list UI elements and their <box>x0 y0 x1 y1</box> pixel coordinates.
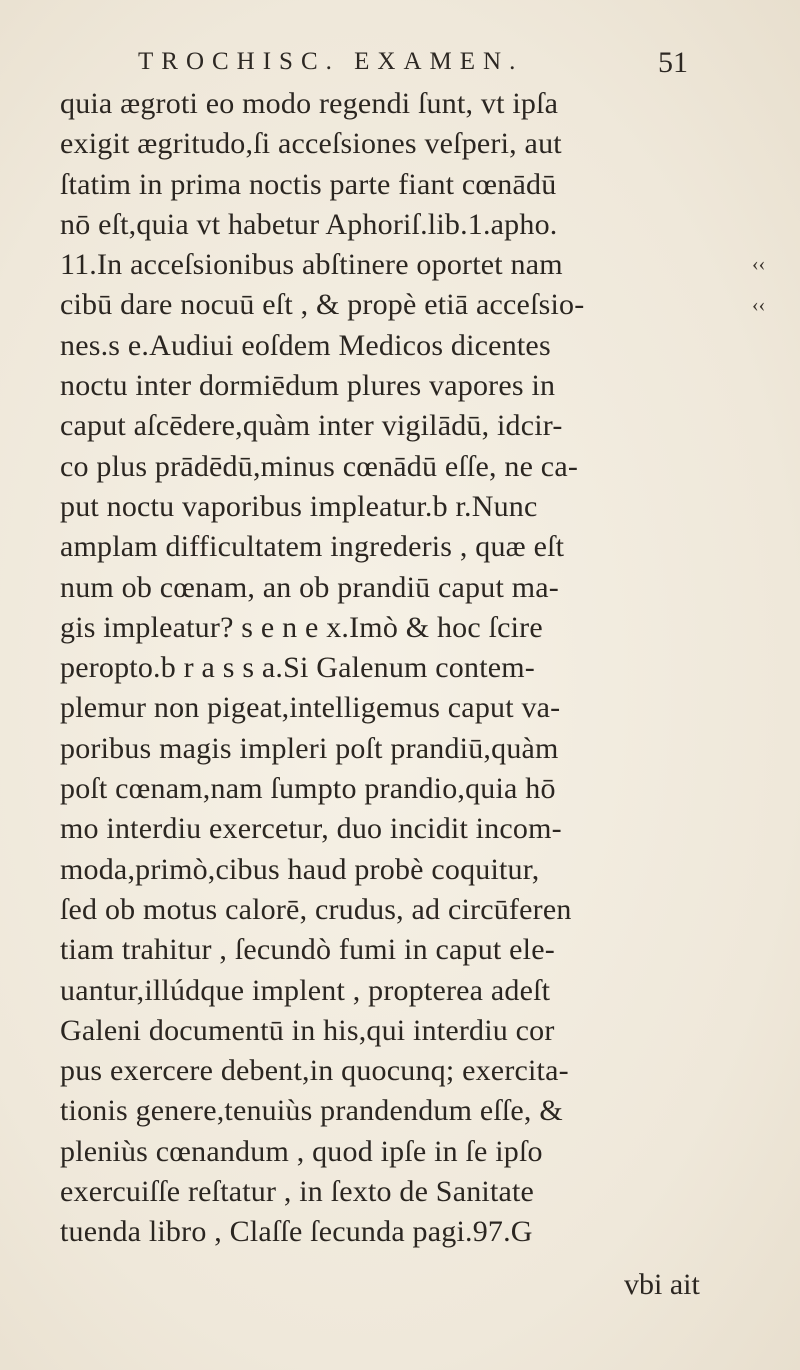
running-head: TROCHISC. EXAMEN. <box>138 48 524 75</box>
text-line: ſed ob motus calorē, crudus, ad circūferen <box>60 892 572 926</box>
text-line: pleniùs cœnandum , quod ipſe in ſe ipſo <box>60 1134 543 1168</box>
text-line: uantur,illúdque implent , propterea adeſt <box>60 973 551 1007</box>
text-line: put noctu vaporibus impleatur.b r.Nunc <box>60 489 538 523</box>
page-number: 51 <box>658 46 688 79</box>
text-line: quia ægroti eo modo regendi ſunt, vt ipſa <box>60 87 559 120</box>
text-line: caput aſcēdere,quàm inter vigilādū, idcir- <box>60 409 563 443</box>
text-line: poſt cœnam,nam ſumpto prandio,quia hō <box>60 772 556 806</box>
text-line: poribus magis impleri poſt prandiū,quàm <box>60 731 559 765</box>
text-line: plemur non pigeat,intelligemus caput va- <box>60 691 561 725</box>
text-line: amplam difficultatem ingrederis , quæ eſt <box>60 530 565 564</box>
text-line: Galeni documentū in his,qui interdiu cor <box>60 1013 555 1047</box>
text-line: exigit ægritudo,ſi acceſsiones veſperi, aut <box>60 127 562 161</box>
text-line: nō eſt,quia vt habetur Aphoriſ.lib.1.apho. <box>60 207 558 241</box>
text-line: tionis genere,tenuiùs prandendum eſſe, & <box>60 1094 563 1128</box>
text-line: peropto.b r a s s a.Si Galenum contem- <box>60 651 535 685</box>
text-line: tuenda libro , Claſſe ſecunda pagi.97.G <box>60 1215 533 1249</box>
text-line: moda,primò,cibus haud probè coquitur, <box>60 852 540 886</box>
text-line: mo interdiu exercetur, duo incidit incom- <box>60 812 562 846</box>
catchword: vbi ait <box>624 1268 700 1301</box>
body-text <box>60 84 700 1253</box>
text-line: cibū dare nocuū eſt , & propè etiā acceſsio- <box>60 288 585 322</box>
text-line: co plus prādēdū,minus cœnādū eſſe, ne ca- <box>60 449 579 483</box>
marginal-quote-mark: ‹‹ <box>752 293 766 316</box>
page-header <box>0 42 800 82</box>
text-line: exercuiſſe reſtatur , in ſexto de Sanitate <box>60 1175 535 1209</box>
text-line: pus exercere debent,in quocunq; exercita- <box>60 1054 569 1088</box>
text-line: nes.s e.Audiui eoſdem Medicos dicentes <box>60 328 551 362</box>
text-line: ſtatim in prima noctis parte fiant cœnādū <box>60 167 557 201</box>
marginal-quote-mark: ‹‹ <box>752 253 766 276</box>
text-line: tiam trahitur , ſecundò fumi in caput ele- <box>60 933 555 967</box>
text-line: noctu inter dormiēdum plures vapores in <box>60 369 556 403</box>
text-line: gis impleatur? s e n e x.Imò & hoc ſcire <box>60 610 543 644</box>
text-line: num ob cœnam, an ob prandiū caput ma- <box>60 570 559 604</box>
text-line: 11.In acceſsionibus abſtinere oportet nam <box>60 248 563 282</box>
